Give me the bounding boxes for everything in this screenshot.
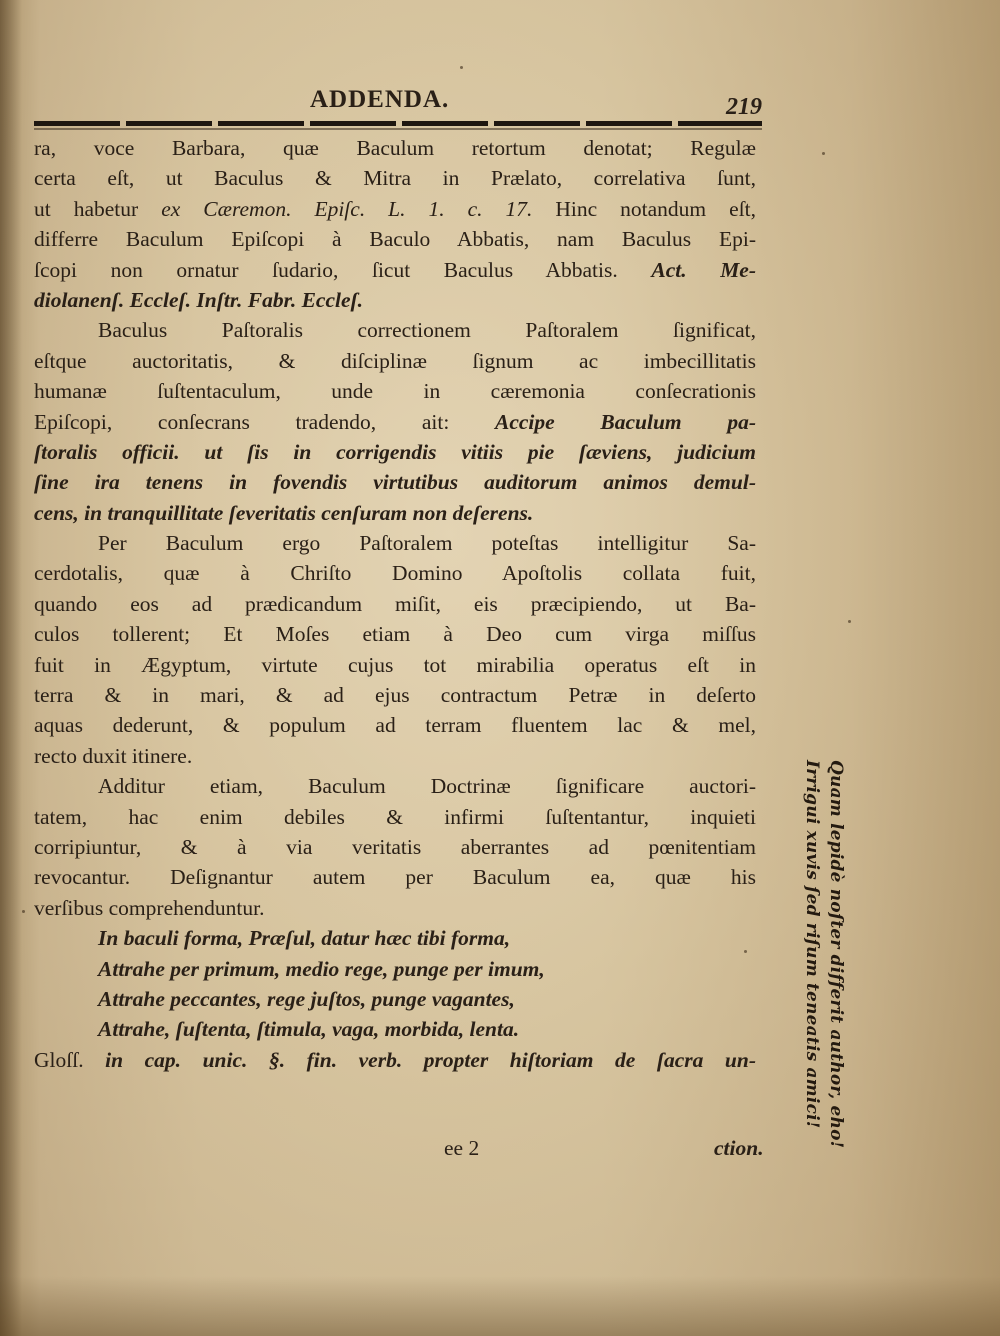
verse-line: Attrahe per primum, medio rege, punge per imum, [98,956,545,981]
running-head: ADDENDA. [310,86,450,113]
verse-line: Attrahe peccantes, rege juſtos, punge vagantes, [98,986,515,1011]
citation-line: diolanenſ. Eccleſ. Inſtr. Fabr. Eccleſ. [34,287,364,312]
page-footer [34,1136,764,1166]
text-line: aquas dederunt, & populum ad terram fluentem lac & mel, [34,713,756,738]
text-line: differre Baculum Epiſcopi à Baculo Abbatis, nam Baculus Epi- [34,227,756,252]
text-line [34,194,756,224]
text-run: Hinc notandum eſt, [555,196,757,221]
text-line: revocantur. Deſignantur autem per Baculum ea, quæ his [34,865,756,890]
verse-line: In baculi forma, Præſul, datur hæc tibi forma, [98,926,511,951]
main-text [34,133,756,1075]
verse-line: Attrahe, ſuſtenta, ſtimula, vaga, morbida, lenta. [98,1017,520,1042]
gloss-label: Gloſſ. [34,1047,84,1072]
text-line [34,255,756,285]
signature-mark: ee 2 [444,1136,480,1160]
marginal-note-line: Irrigui xuvis ſed riſum teneatis amici! [802,760,822,1129]
text-line [34,407,756,437]
text-run: ſcopi non ornatur ſudario, ſicut Baculus Abbatis. [34,257,618,282]
text-line: quando eos ad prædicandum miſit, eis præcipiendo, ut Ba- [34,591,756,616]
paragraph-start: Per Baculum ergo Paſtoralem poteſtas intelligitur Sa- [98,531,756,556]
text-line: tatem, hac enim debiles & infirmi ſuſtentantur, inquieti [34,804,756,829]
page-number: 219 [726,94,762,120]
text-line: culos tollerent; Et Moſes etiam à Deo cum virga miſſus [34,622,756,647]
page-edge-shadow [0,1276,1000,1336]
quotation-line: ſtoralis officii. ut ſis in corrigendis vitiis pie ſæviens, judicium [34,439,756,464]
marginal-note-line: Quam lepidè noſter differit author, eho! [826,760,846,1149]
text-line: humanæ ſuſtentaculum, unde in cæremonia conſecrationis [34,379,756,404]
citation: in cap. unic. §. fin. verb. propter hiſtoriam de ſacra un- [105,1047,757,1072]
text-line: terra & in mari, & ad ejus contractum Petræ in deſerto [34,683,756,708]
quotation-line: cens, in tranquillitate ſeveritatis cenſuram non deſerens. [34,500,534,525]
citation: Act. Me- [651,257,757,282]
catchword: ction. [714,1136,764,1160]
paragraph-start: Baculus Paſtoralis correctionem Paſtoralem ſignificat, [98,318,756,343]
text-line: recto duxit itinere. [34,743,193,768]
text-line: fuit in Ægyptum, virtute cujus tot mirabilia operatus eſt in [34,652,756,677]
text-line [34,1045,756,1075]
binding-shadow [0,0,22,1336]
text-line: ra, voce Barbara, quæ Baculum retortum denotat; Regulæ [34,136,756,160]
header-rule-thin [34,128,762,130]
text-line: cerdotalis, quæ à Chriſto Domino Apoſtolis collata fuit, [34,561,756,586]
text-line: verſibus comprehenduntur. [34,895,265,920]
text-line: corripiuntur, & à via veritatis aberrantes ad pœnitentiam [34,834,756,859]
text-run: Epiſcopi, conſecrans tradendo, ait: [34,409,450,434]
header-rule [34,121,762,126]
text-run: ut habetur [34,196,139,221]
citation: ex Cæremon. Epiſc. L. 1. c. 17. [161,196,533,221]
text-line: certa eſt, ut Baculus & Mitra in Prælato, correlativa ſunt, [34,166,756,191]
paragraph-start: Additur etiam, Baculum Doctrinæ ſignificare auctori- [98,774,756,799]
text-line: eſtque auctoritatis, & diſciplinæ ſignum ac imbecillitatis [34,348,756,373]
handwritten-marginal-note [800,760,856,1180]
quotation: Accipe Baculum pa- [495,409,756,434]
quotation-line: ſine ira tenens in fovendis virtutibus auditorum animos demul- [34,470,756,495]
